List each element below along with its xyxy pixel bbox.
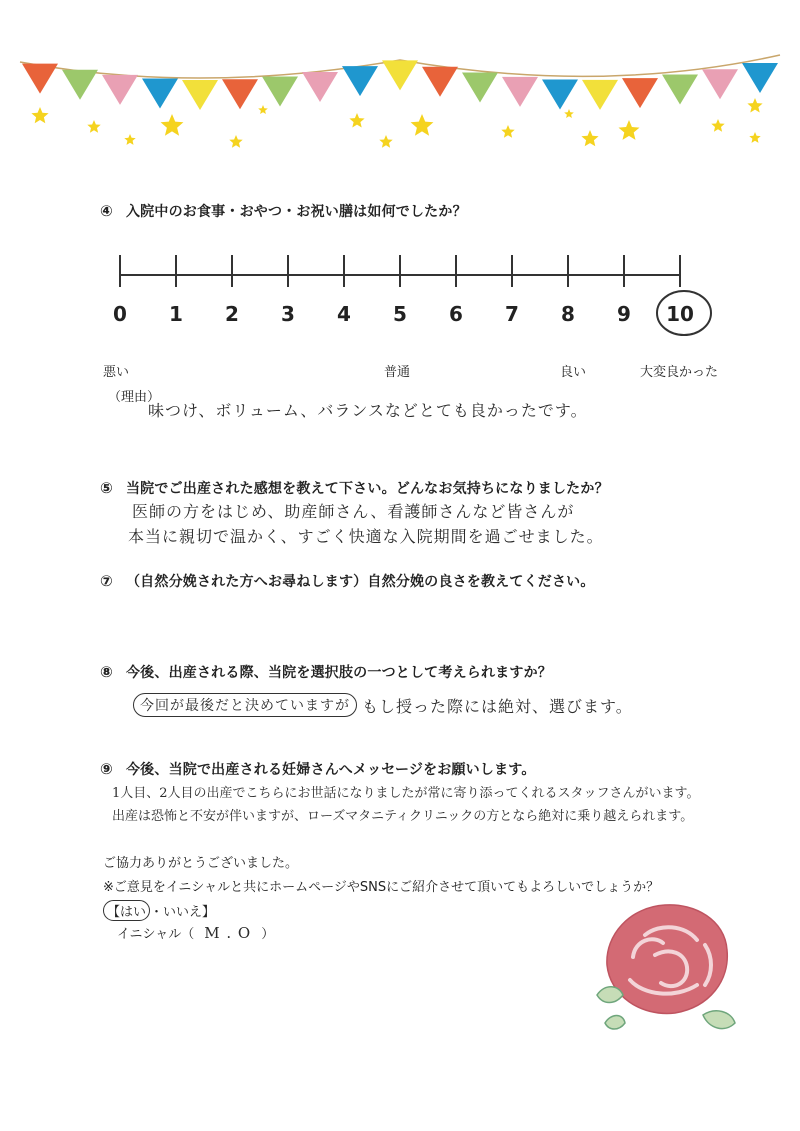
- rose-illustration: [585, 895, 750, 1040]
- scale-number: 5: [393, 302, 407, 326]
- scale-label-bad: 悪い: [103, 365, 130, 380]
- reason-label: （理由）: [108, 390, 161, 405]
- question-text: （自然分娩された方へお尋ねします）自然分娩の良さを教えてください。: [125, 574, 595, 590]
- answer-line: 本当に親切で温かく、すごく快適な入院期間を過ごせました。: [128, 527, 604, 546]
- pennant-flag: [742, 63, 778, 93]
- question-text: 当院でご出産された感想を教えて下さい。どんなお気持ちになりましたか？: [125, 481, 609, 497]
- boxed-answer: 今回が最後だと決めていますが: [133, 693, 357, 717]
- no-option: いいえ】: [163, 905, 216, 920]
- scale-label-normal: 普通: [384, 365, 411, 380]
- star-icon: [749, 132, 760, 143]
- star-icon: [411, 114, 434, 136]
- star-icon: [581, 130, 598, 146]
- scale-number: 3: [281, 302, 295, 326]
- pennant-flag: [542, 79, 578, 109]
- question-number: ⑤: [100, 479, 113, 497]
- star-icon: [229, 135, 242, 148]
- star-icon: [258, 105, 268, 114]
- bunting-decoration: [0, 0, 800, 175]
- question-number: ⑧: [100, 663, 113, 681]
- question-8: [100, 662, 552, 682]
- pennant-flag: [382, 60, 418, 90]
- scale-number: 1: [169, 302, 183, 326]
- star-icon: [161, 114, 184, 136]
- scale-number: 4: [337, 302, 351, 326]
- initial-line: [117, 923, 274, 942]
- initial-value: M . O: [204, 924, 252, 942]
- pennant-flag: [662, 74, 698, 104]
- scale-number: 7: [505, 302, 519, 326]
- pennant-flag: [142, 78, 178, 108]
- answer-line: 医師の方をはじめ、助産師さん、看護師さんなど皆さんが: [132, 502, 575, 521]
- pennant-flag: [702, 69, 738, 99]
- answer-text: もし授った際には絶対、選びます。: [362, 697, 633, 716]
- scale-number: 8: [561, 302, 575, 326]
- initial-close: ）: [261, 927, 275, 942]
- scale-number: 9: [617, 302, 631, 326]
- question-number: ⑦: [100, 572, 113, 590]
- pennant-flag: [422, 67, 458, 97]
- pennant-flag: [22, 64, 58, 94]
- question-4: [100, 201, 467, 221]
- reason-answer: 味つけ、ボリューム、バランスなどとても良かったです。: [148, 401, 588, 420]
- consent-options: [103, 900, 215, 921]
- scale-number: 2: [225, 302, 239, 326]
- pennant-flag: [262, 77, 298, 107]
- question-text: 今後、当院で出産される妊婦さんへメッセージをお願いします。: [125, 762, 536, 778]
- pennant-flag: [222, 79, 258, 109]
- question-text: 入院中のお食事・おやつ・お祝い膳は如何でしたか？: [125, 204, 467, 220]
- pennant-flag: [182, 80, 218, 110]
- pennant-flag: [62, 70, 98, 100]
- star-icon: [501, 125, 514, 138]
- star-icon: [349, 113, 364, 128]
- star-icon: [379, 135, 392, 148]
- rating-scale: [100, 245, 740, 345]
- question-7: [100, 571, 595, 591]
- question-text: 今後、出産される際、当院を選択肢の一つとして考えられますか？: [125, 665, 552, 681]
- star-icon: [124, 134, 135, 145]
- pennant-flag: [102, 75, 138, 105]
- question-number: ⑨: [100, 760, 113, 778]
- star-icon: [619, 120, 640, 140]
- thanks-text: ご協力ありがとうございました。: [103, 856, 299, 871]
- scale-label-good: 良い: [560, 365, 587, 380]
- star-icon: [747, 98, 762, 113]
- answer-line: 出産は恐怖と不安が伴いますが、ローズマタニティクリニックの方となら絶対に乗り越えられます。: [112, 809, 694, 824]
- pennant-flag: [582, 80, 618, 110]
- scale-label-very-good: 大変良かった: [640, 365, 719, 380]
- yes-option-circled: 【はい: [103, 900, 150, 921]
- star-icon: [564, 109, 574, 118]
- star-icon: [31, 107, 48, 123]
- permission-question: ※ご意見をイニシャルと共にホームページやSNSにご紹介させて頂いてもよろしいでしょうか？: [103, 880, 660, 895]
- pennant-flag: [502, 77, 538, 107]
- pennant-flag: [622, 78, 658, 108]
- star-icon: [711, 119, 724, 132]
- pennant-flag: [302, 72, 338, 102]
- question-5: [100, 478, 609, 498]
- question-9: [100, 759, 536, 779]
- option-separator: ・: [150, 905, 164, 920]
- scale-number: 0: [113, 302, 127, 326]
- scale-number: 6: [449, 302, 463, 326]
- initial-label: イニシャル（: [117, 927, 195, 942]
- star-icon: [87, 120, 100, 133]
- scale-number: 10: [666, 302, 694, 326]
- answer-line: 1人目、2人目の出産でこちらにお世話になりましたが常に寄り添ってくれるスタッフさんがいます。: [112, 786, 700, 801]
- pennant-flag: [342, 66, 378, 96]
- pennant-flag: [462, 73, 498, 103]
- question-number: ④: [100, 202, 113, 220]
